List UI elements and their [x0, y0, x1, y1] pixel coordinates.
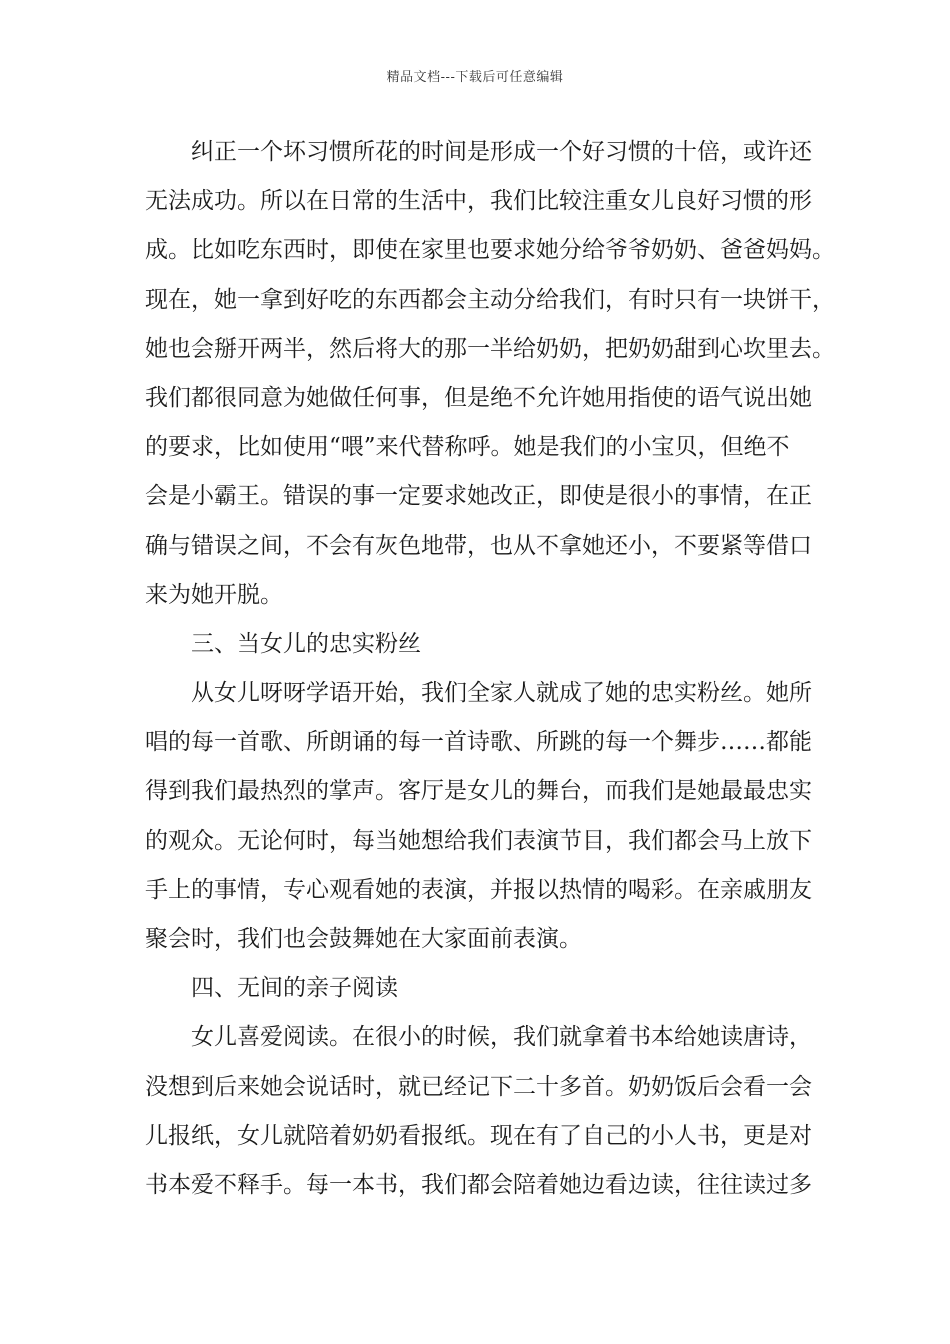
text-line: 无法成功。所以在日常的生活中，我们比较注重女儿良好习惯的形	[145, 188, 812, 215]
text-line: 儿报纸，女儿就陪着奶奶看报纸。现在有了自己的小人书，更是对	[145, 1122, 812, 1149]
text-line: 三、当女儿的忠实粉丝	[191, 630, 421, 657]
text-line: 确与错误之间，不会有灰色地带，也从不拿她还小，不要紧等借口	[145, 532, 812, 559]
text-line: 的要求，比如使用“喂”来代替称呼。她是我们的小宝贝，但绝不	[145, 434, 790, 461]
text-line: 聚会时，我们也会鼓舞她在大家面前表演。	[145, 926, 582, 952]
text-line: 纠正一个坏习惯所花的时间是形成一个好习惯的十倍，或许还	[191, 139, 812, 165]
text-line: 唱的每一首歌、所朗诵的每一首诗歌、所跳的每一个舞步……都能	[145, 729, 812, 756]
text-line: 从女儿呀呀学语开始，我们全家人就成了她的忠实粉丝。她所	[191, 680, 812, 707]
text-line: 现在，她一拿到好吃的东西都会主动分给我们，有时只有一块饼干，	[145, 286, 835, 313]
document-body	[145, 128, 835, 1210]
text-line: 的观众。无论何时，每当她想给我们表演节目，我们都会马上放下	[145, 827, 812, 854]
text-line: 四、无间的亲子阅读	[191, 975, 398, 1002]
text-line: 我们都很同意为她做任何事，但是绝不允许她用指使的语气说出她	[145, 384, 812, 411]
text-line: 手上的事情，专心观看她的表演，并报以热情的喝彩。在亲戚朋友	[145, 876, 812, 903]
text-line: 会是小霸王。错误的事一定要求她改正，即使是很小的事情，在正	[145, 483, 812, 510]
text-line: 她也会掰开两半，然后将大的那一半给奶奶，把奶奶甜到心坎里去。	[145, 335, 835, 362]
text-line: 成。比如吃东西时，即使在家里也要求她分给爷爷奶奶、爸爸妈妈。	[145, 237, 835, 264]
text-line: 得到我们最热烈的掌声。客厅是女儿的舞台，而我们是她最最忠实	[145, 778, 812, 805]
text-line: 女儿喜爱阅读。在很小的时候，我们就拿着书本给她读唐诗，	[191, 1024, 812, 1051]
page-header: 精品文档---下载后可任意编辑	[386, 70, 564, 85]
text-line: 没想到后来她会说话时，就已经记下二十多首。奶奶饭后会看一会	[145, 1073, 812, 1100]
text-line: 书本爱不释手。每一本书，我们都会陪着她边看边读，往往读过多	[145, 1171, 812, 1198]
text-line: 来为她开脱。	[145, 581, 283, 608]
